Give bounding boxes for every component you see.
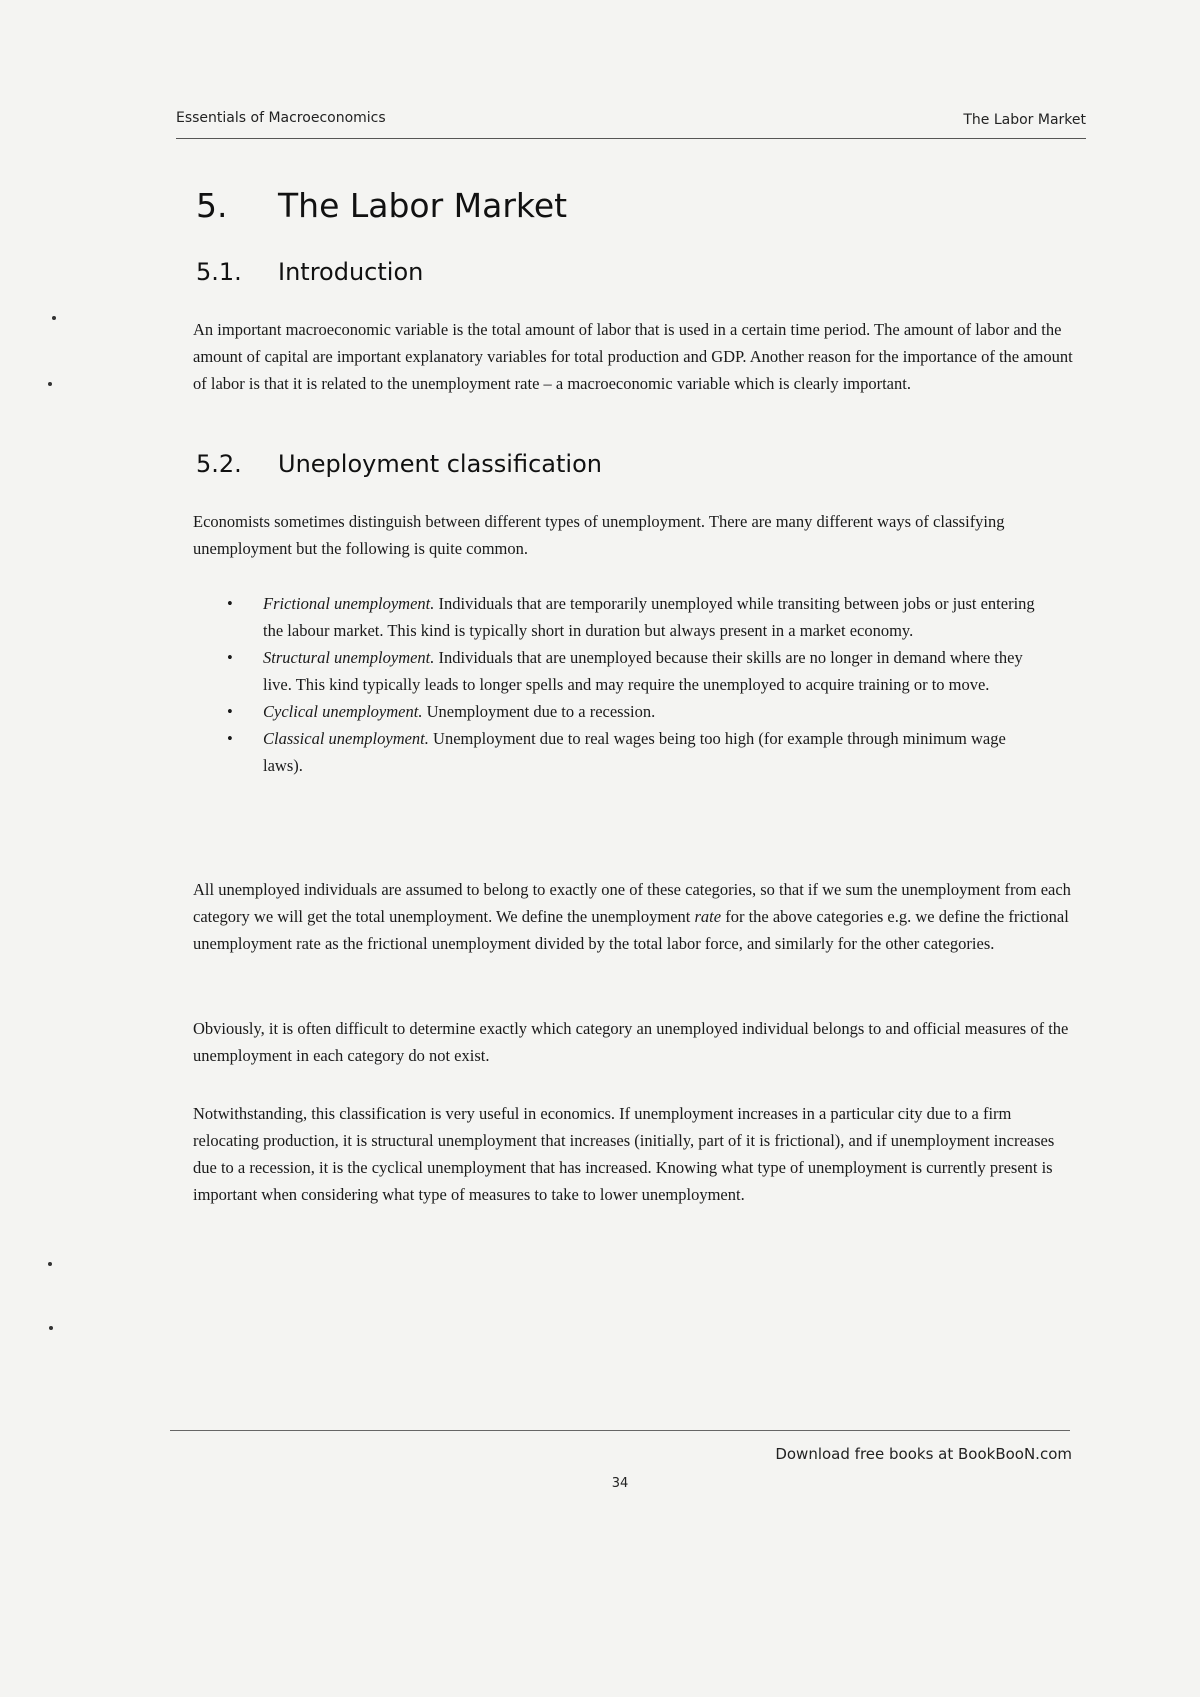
section-heading-introduction (196, 258, 423, 286)
section-title: Introduction (278, 258, 424, 286)
list-item (225, 698, 1035, 725)
scan-speck (52, 316, 56, 320)
bullet-term: Classical unemployment. (263, 729, 429, 748)
section-number: 5.2. (196, 450, 242, 478)
bullet-term: Structural unemployment. (263, 648, 435, 667)
bullet-text: Individuals that are temporarily unemployed while transiting between jobs or just entering the labour market. This kind is typically short in duration but always present in a market economy. (263, 594, 1035, 640)
classification-paragraph: Economists sometimes distinguish between different types of unemployment. There are many different ways of classifying unemployment but the following is quite common. (193, 512, 1005, 558)
download-link[interactable]: Download free books at BookBooN.com (775, 1445, 1072, 1463)
bullet-term: Cyclical unemployment. (263, 702, 423, 721)
bullet-icon: • (227, 702, 233, 721)
emphasis-rate: rate (694, 907, 722, 926)
section-title: Uneployment classification (278, 450, 602, 478)
bullet-text: Unemployment due to a recession. (422, 702, 656, 721)
header-chapter-title: The Labor Market (963, 112, 1086, 128)
bullet-icon: • (227, 729, 233, 748)
unemployment-types-list (225, 590, 1035, 779)
intro-paragraph: An important macroeconomic variable is the total amount of labor that is used in a certain time period. The amount of labor and the amount of capital are important explanatory variables for total production and GDP. Another reason for the importance of the amount of labor is that it is related to the unemployment rate – a macroeconomic variable which is clearly important. (193, 320, 1073, 393)
list-item (225, 644, 1035, 698)
scan-speck (48, 1262, 52, 1266)
bullet-icon: • (227, 648, 233, 667)
bullet-icon: • (227, 594, 233, 613)
paragraph-text: All unemployed individuals are assumed to belong to exactly one of these categories, so that if we sum the unemployment from each category we will get the total unemployment. We define the unemployment (193, 880, 1071, 926)
header-book-title: Essentials of Macroeconomics (176, 110, 386, 126)
chapter-heading (196, 186, 567, 225)
bullet-text: Individuals that are unemployed because their skills are no longer in demand where they live. This kind typically leads to longer spells and may require the unemployed to acquire training or to move. (263, 648, 1023, 694)
section-heading-classification (196, 450, 602, 478)
footer-divider (170, 1430, 1070, 1431)
section-number: 5.1. (196, 258, 242, 286)
bullet-text: Unemployment due to real wages being too high (for example through minimum wage laws). (263, 729, 1006, 775)
chapter-title: The Labor Market (278, 186, 568, 225)
bullet-term: Frictional unemployment. (263, 594, 435, 613)
categories-paragraph (193, 876, 1073, 957)
list-item (225, 725, 1035, 779)
scan-speck (48, 382, 52, 386)
running-header (176, 110, 1086, 139)
paragraph-text: for the above categories e.g. we define the frictional unemployment rate as the frictional unemployment divided by the total labor force, and similarly for the other categories. (193, 907, 1069, 953)
scan-speck (49, 1326, 53, 1330)
notwithstanding-paragraph: Notwithstanding, this classification is very useful in economics. If unemployment increases in a particular city due to a firm relocating production, it is structural unemployment that increases (initially, part of it is frictional), and if unemployment increases due to a recession, it is the cyclical unemployment that has increased. Knowing what type of unemployment is currently present is important when considering what type of measures to take to lower unemployment. (193, 1104, 1055, 1204)
chapter-number: 5. (196, 186, 228, 225)
obviously-paragraph: Obviously, it is often difficult to determine exactly which category an unemployed individual belongs to and official measures of the unemployment in each category do not exist. (193, 1019, 1069, 1065)
list-item (225, 590, 1035, 644)
page-number: 34 (611, 1476, 629, 1491)
